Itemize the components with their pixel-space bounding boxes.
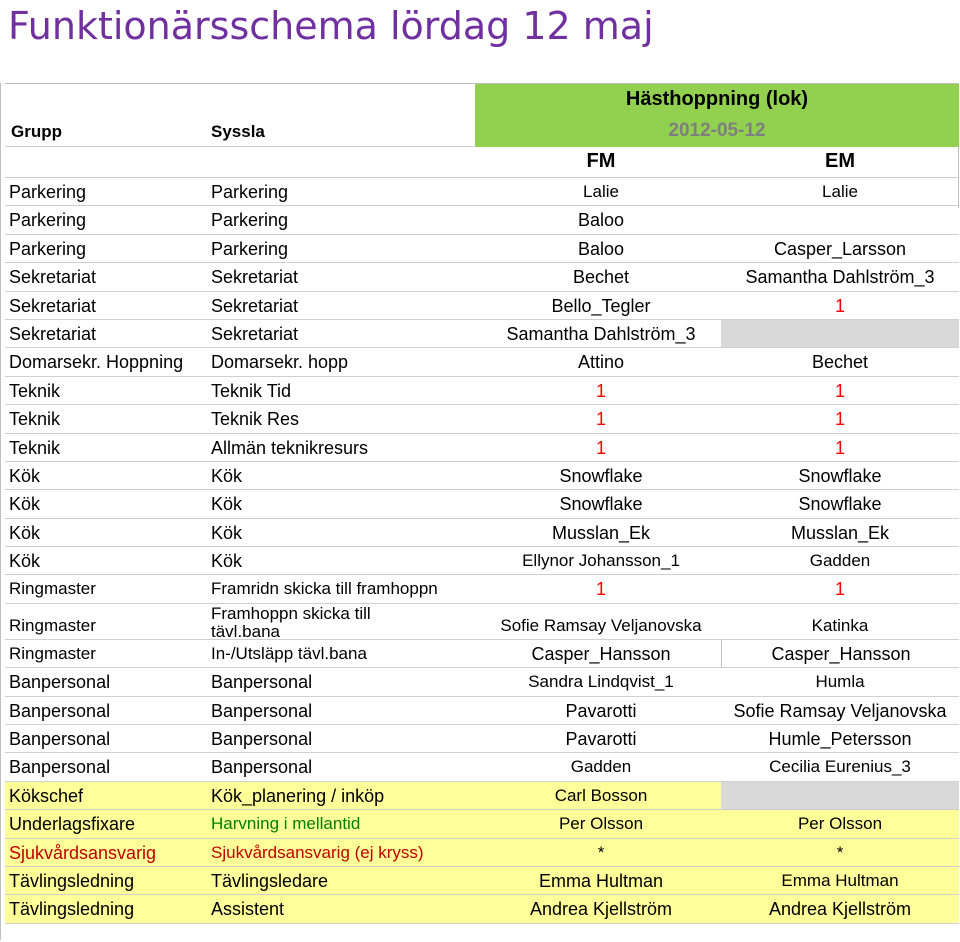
group-cell: Parkering [9, 210, 87, 231]
fm-cell[interactable]: * [597, 842, 605, 862]
fm-cell[interactable]: Lalie [583, 182, 619, 201]
table-row [5, 405, 959, 433]
group-cell: Underlagsfixare [9, 814, 136, 835]
em-cell[interactable] [721, 206, 959, 233]
table-row [5, 697, 959, 725]
em-cell[interactable]: 1 [834, 437, 845, 458]
table-row [5, 753, 959, 781]
task-cell: Banpersonal [211, 729, 313, 750]
fm-cell[interactable]: Casper_Hansson [531, 643, 671, 664]
fm-cell[interactable]: Per Olsson [558, 814, 644, 834]
fm-cell[interactable]: Pavarotti [565, 729, 637, 750]
table-row [5, 640, 959, 668]
task-cell: Framhoppn skicka till tävl.bana [211, 603, 371, 640]
group-cell: Tävlingsledning [9, 870, 135, 891]
group-cell: Sekretariat [9, 267, 97, 288]
fm-cell[interactable]: Baloo [577, 210, 625, 231]
em-cell[interactable]: Emma Hultman [781, 870, 899, 890]
em-cell[interactable]: Humla [815, 672, 865, 692]
table-row [5, 895, 959, 923]
em-cell[interactable]: Musslan_Ek [790, 522, 890, 543]
fm-cell[interactable]: Emma Hultman [538, 870, 664, 891]
group-cell: Tävlingsledning [9, 899, 135, 920]
em-cell[interactable]: Gadden [809, 551, 871, 571]
table-row [5, 178, 959, 206]
page-title: Funktionärsschema lördag 12 maj [8, 4, 654, 48]
task-cell: Kök_planering / inköp [211, 785, 385, 806]
group-cell: Domarsekr. Hoppning [9, 352, 184, 373]
table-row [5, 434, 959, 462]
group-cell: Kökschef [9, 785, 84, 806]
em-cell[interactable]: Sofie Ramsay Veljanovska [733, 700, 947, 721]
group-cell: Banpersonal [9, 672, 111, 693]
fm-cell[interactable]: Gadden [570, 757, 632, 777]
task-cell: Kök [211, 551, 243, 572]
table-header-sessions [5, 147, 959, 178]
table-row [5, 348, 959, 376]
group-cell: Banpersonal [9, 700, 111, 721]
task-cell: Sekretariat [211, 295, 299, 316]
fm-cell[interactable]: 1 [595, 579, 606, 600]
em-cell[interactable]: 1 [834, 380, 845, 401]
em-cell[interactable] [721, 782, 959, 809]
em-cell[interactable]: Katinka [811, 615, 869, 635]
group-cell: Parkering [9, 238, 87, 259]
column-header-em: EM [825, 150, 855, 172]
group-cell: Kök [9, 551, 41, 572]
task-cell: Parkering [211, 238, 289, 259]
table-row [5, 462, 959, 490]
table-row [5, 725, 959, 753]
group-cell: Ringmaster [9, 643, 96, 663]
em-cell[interactable]: Cecilia Eurenius_3 [769, 757, 911, 777]
task-cell: Teknik Res [211, 409, 300, 430]
em-cell[interactable]: 1 [834, 295, 845, 316]
fm-cell[interactable]: Snowflake [559, 465, 643, 486]
task-cell: Teknik Tid [211, 380, 292, 401]
fm-cell[interactable]: Carl Bosson [554, 785, 648, 805]
table-row [5, 206, 959, 234]
fm-cell[interactable]: 1 [595, 437, 606, 458]
task-cell: Banpersonal [211, 700, 313, 721]
group-cell: Kök [9, 522, 41, 543]
fm-cell[interactable]: Ellynor Johansson_1 [522, 551, 680, 571]
group-cell: Banpersonal [9, 757, 111, 778]
em-cell[interactable]: Per Olsson [797, 814, 883, 834]
column-header-task: Syssla [211, 122, 265, 141]
task-cell: Kök [211, 465, 243, 486]
group-cell: Kök [9, 465, 41, 486]
fm-cell[interactable]: Sofie Ramsay Veljanovska [500, 615, 702, 635]
table-row [5, 377, 959, 405]
task-cell: Tävlingsledare [211, 870, 329, 891]
em-cell[interactable]: Andrea Kjellström [768, 899, 912, 920]
table-row [5, 490, 959, 518]
task-cell: Assistent [211, 899, 285, 920]
em-cell[interactable]: * [836, 842, 844, 862]
task-cell: Parkering [211, 210, 289, 231]
task-cell: Banpersonal [211, 757, 313, 778]
em-cell[interactable]: 1 [834, 579, 845, 600]
group-cell: Banpersonal [9, 729, 111, 750]
fm-cell[interactable]: Bechet [572, 267, 630, 288]
em-cell[interactable]: Humle_Petersson [768, 729, 912, 750]
table-row [5, 320, 959, 348]
task-cell: Domarsekr. hopp [211, 352, 349, 373]
task-cell: Kök [211, 494, 243, 515]
event-date: 2012-05-12 [668, 120, 766, 141]
group-cell: Teknik [9, 437, 61, 458]
table-row [5, 604, 959, 640]
table-header-event [5, 83, 959, 147]
fm-cell[interactable]: Attino [577, 352, 625, 373]
table-row [5, 782, 959, 810]
em-cell[interactable]: Casper_Larsson [773, 238, 907, 259]
table-row [5, 292, 959, 320]
table-row [5, 519, 959, 547]
em-cell[interactable] [721, 320, 959, 347]
event-title: Hästhoppning (lok) [625, 88, 809, 110]
group-cell: Teknik [9, 380, 61, 401]
em-cell[interactable]: Snowflake [798, 465, 882, 486]
task-cell: In-/Utsläpp tävl.bana [211, 643, 367, 663]
task-cell: Kök [211, 522, 243, 543]
task-cell: Sekretariat [211, 323, 299, 344]
group-cell: Teknik [9, 409, 61, 430]
table-row [5, 810, 959, 838]
em-cell[interactable]: Snowflake [798, 494, 882, 515]
group-cell: Sjukvårdsansvarig [9, 842, 157, 863]
table-row [5, 235, 959, 263]
group-cell: Sekretariat [9, 323, 97, 344]
em-cell[interactable]: 1 [834, 409, 845, 430]
table-row [5, 867, 959, 895]
column-header-fm: FM [586, 150, 616, 172]
fm-cell[interactable]: Baloo [577, 238, 625, 259]
column-header-group: Grupp [11, 122, 62, 141]
task-cell: Allmän teknikresurs [211, 437, 369, 458]
fm-cell[interactable]: Musslan_Ek [551, 522, 651, 543]
group-cell: Parkering [9, 182, 87, 202]
fm-cell[interactable]: 1 [595, 380, 606, 401]
fm-cell[interactable]: Andrea Kjellström [529, 899, 673, 920]
task-cell: Banpersonal [211, 672, 313, 693]
fm-cell[interactable]: 1 [595, 409, 606, 430]
task-cell: Parkering [211, 182, 289, 202]
table-row [5, 263, 959, 291]
schedule-table [5, 83, 959, 924]
table-row [5, 839, 959, 867]
task-cell: Sekretariat [211, 267, 299, 288]
task-cell: Framridn skicka till framhoppn [211, 579, 438, 599]
group-cell: Ringmaster [9, 579, 96, 599]
table-left-border [0, 83, 1, 940]
table-row [5, 575, 959, 603]
fm-cell[interactable]: Bello_Tegler [551, 295, 651, 316]
group-cell: Ringmaster [9, 615, 96, 635]
task-cell: Harvning i mellantid [211, 814, 361, 834]
em-cell[interactable]: Lalie [822, 182, 858, 201]
fm-cell[interactable]: Sandra Lindqvist_1 [528, 672, 674, 692]
fm-cell[interactable]: Snowflake [559, 494, 643, 515]
table-row [5, 547, 959, 575]
table-row [5, 668, 959, 696]
em-cell[interactable]: Samantha Dahlström_3 [745, 267, 935, 288]
group-cell: Kök [9, 494, 41, 515]
em-cell[interactable]: Casper_Hansson [721, 640, 960, 667]
group-cell: Sekretariat [9, 295, 97, 316]
em-cell[interactable]: Bechet [811, 352, 869, 373]
fm-cell[interactable]: Pavarotti [565, 700, 637, 721]
task-cell: Sjukvårdsansvarig (ej kryss) [211, 842, 424, 862]
fm-cell[interactable]: Samantha Dahlström_3 [506, 323, 696, 344]
